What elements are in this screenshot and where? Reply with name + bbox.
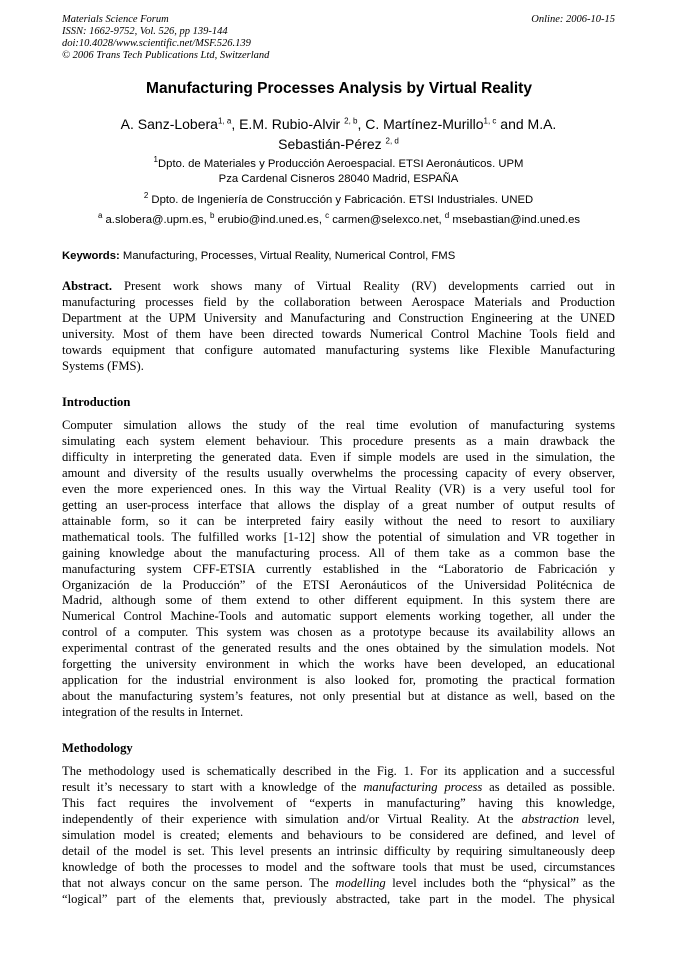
- methodology-body: [62, 764, 615, 908]
- abstract-label: Abstract.: [62, 279, 113, 293]
- keywords: [62, 250, 615, 262]
- email: carmen@selexco.net,: [329, 214, 445, 226]
- email-mark: b: [209, 211, 215, 221]
- author-list: [62, 114, 615, 154]
- journal-copyright: © 2006 Trans Tech Publications Ltd, Switzerland: [62, 50, 270, 61]
- affil-mark: 1: [153, 155, 158, 165]
- text-run: that not always concur on the same person. The: [62, 875, 336, 890]
- body-line: forgetting the university environment in which the works have been developed, an educational: [62, 657, 615, 672]
- italic-term: manufacturing process: [363, 779, 483, 794]
- body-line: attainable form, so it can be interpreted fairy easily without the need to resort to auxiliary: [62, 513, 615, 528]
- author-name: , E.M. Rubio-Alvir: [231, 116, 345, 132]
- email-mark: d: [444, 211, 450, 221]
- author-affil-mark: 2, b: [344, 116, 358, 126]
- abstract-line: university. Most of them have been directed towards Numerical Control Machine Tools field and: [62, 326, 615, 341]
- body-line: “logical” part of the elements that, previously abstracted, take part in the model. The physical: [62, 891, 615, 906]
- journal-name: Materials Science Forum: [62, 14, 169, 25]
- body-line: The methodology used is schematically described in the Fig. 1. For its application and a successful: [62, 764, 615, 778]
- keywords-label: Keywords:: [62, 250, 120, 262]
- body-line: manufacturing system CFF-ETSIA currently established in the “Laboratorio de Fabricación y: [62, 561, 615, 576]
- abstract-line: manufacturing processes field by the collaboration between Aerospace Materials and Production: [62, 294, 615, 309]
- author-name: and M.A.: [496, 116, 557, 132]
- author-name: A. Sanz-Lobera: [120, 116, 218, 132]
- body-line: difficulty in interpreting the generated data. Even if simple models are used in the simulation, the: [62, 449, 615, 464]
- body-line: This fact requires the involvement of “experts in manufacturing” having this knowledge,: [62, 795, 615, 810]
- body-line: amount and diversity of the results usually overwhelms the processing capacity of every observer,: [62, 465, 615, 480]
- affil-mark: 2: [143, 191, 149, 201]
- body-line: integration of the results in Internet.: [62, 705, 244, 720]
- body-line: gaining knowledge about the manufacturing process. All of them take as a common base the: [62, 545, 615, 560]
- affil-text: Dpto. de Materiales y Producción Aeroespacial. ETSI Aeronáuticos. UPM: [158, 158, 524, 170]
- affiliation-1: [62, 157, 615, 187]
- abstract: [62, 279, 615, 375]
- body-line: simulation model is created; elements and behaviours to be considered are defined, and level of: [62, 827, 615, 842]
- body-line: Numerical Control Machine-Tools and automatic support elements working together, all under the: [62, 609, 615, 624]
- body-line: control of a computer. This system was chosen as a prototype because its availability allows an: [62, 625, 615, 640]
- body-line: even the more experienced ones. In this way the Virtual Reality (VR) is a very useful tool for: [62, 481, 615, 496]
- text-run: independently of their experience with simulation and/or Virtual Reality. At the: [62, 811, 522, 826]
- email-mark: c: [325, 211, 330, 221]
- author-name: , C. Martínez-Murillo: [357, 116, 484, 132]
- body-line: mathematical tools. The fulfilled works [1-12] show the potential of simulation and VR together in: [62, 529, 615, 544]
- email: erubio@ind.uned.es,: [214, 214, 326, 226]
- body-line: Madrid, although some of them extend to other different equipment. In this system there are: [62, 593, 615, 608]
- author-emails: [30, 211, 648, 226]
- text-run: result it’s necessary to start with a knowledge of the: [62, 779, 364, 794]
- body-line: simulating each system element behaviour. This procedure presents as a main drawback the: [62, 433, 615, 448]
- author-name: Sebastián-Pérez: [278, 136, 386, 152]
- abstract-line: Department at the UPM University and Manufacturing and Construction Engineering at the UNED: [62, 310, 615, 325]
- italic-term: abstraction: [521, 811, 580, 826]
- text-run: level,: [579, 811, 615, 826]
- email: a.slobera@.upm.es,: [102, 214, 210, 226]
- introduction-body: [62, 418, 615, 721]
- author-affil-mark: 1, c: [483, 116, 497, 126]
- body-line: Computer simulation allows the study of the real time evolution of manufacturing systems: [62, 418, 615, 432]
- body-line: Organización de la Producción” of the ETSI Aeronáuticos of the Universidad Politécnica de: [62, 577, 615, 592]
- body-line: application for the industrial environment is also looked for, promoting the practical formation: [62, 673, 615, 688]
- email: msebastian@ind.uned.es: [449, 214, 581, 226]
- abstract-line: Systems (FMS).: [62, 358, 144, 373]
- body-line: [62, 812, 615, 828]
- text-run: as detailed as possible.: [482, 779, 615, 794]
- section-heading-introduction: Introduction: [62, 395, 131, 409]
- section-heading-methodology: Methodology: [62, 741, 133, 755]
- body-line: getting an user-process interface that allows the display of a great number of output results of: [62, 497, 615, 512]
- keywords-text: Manufacturing, Processes, Virtual Reality, Numerical Control, FMS: [119, 250, 456, 262]
- affiliation-2: [62, 193, 615, 208]
- body-line: [62, 780, 615, 796]
- online-date: Online: 2006-10-15: [531, 14, 615, 25]
- text-run: level includes both the “physical” as the: [385, 875, 615, 890]
- paper-title: Manufacturing Processes Analysis by Virtual Reality: [146, 80, 532, 97]
- author-affil-mark: 1, a: [217, 116, 232, 126]
- journal-header: [62, 14, 615, 62]
- affil-text: Dpto. de Ingeniería de Construcción y Fabricación. ETSI Industriales. UNED: [151, 194, 534, 206]
- abstract-line: towards equipment that configure automated manufacturing systems like Flexible Manufacturing: [62, 342, 615, 357]
- body-line: [62, 876, 615, 892]
- author-affil-mark: 2, d: [385, 136, 399, 146]
- email-mark: a: [97, 211, 103, 221]
- abstract-line: Present work shows many of Virtual Reality (RV) developments carried out in: [112, 279, 615, 293]
- affil-address: Pza Cardenal Cisneros 28040 Madrid, ESPAÑA: [218, 173, 459, 185]
- body-line: detail of the model is set. This level presents an intrinsic difficulty by requiring simultaneously deep: [62, 843, 615, 858]
- journal-doi: doi:10.4028/www.scientific.net/MSF.526.139: [62, 38, 251, 49]
- journal-issn: ISSN: 1662-9752, Vol. 526, pp 139-144: [62, 26, 228, 37]
- body-line: knowledge of both the processes to model and the software tools that must be used, circumstances: [62, 859, 615, 874]
- body-line: experimental contrast of the generated results and the ones obtained by the simulation models. Not: [62, 641, 615, 656]
- body-line: about the manufacturing system’s features, not only presential but at distance as well, based on the: [62, 689, 615, 704]
- italic-term: modelling: [335, 875, 386, 890]
